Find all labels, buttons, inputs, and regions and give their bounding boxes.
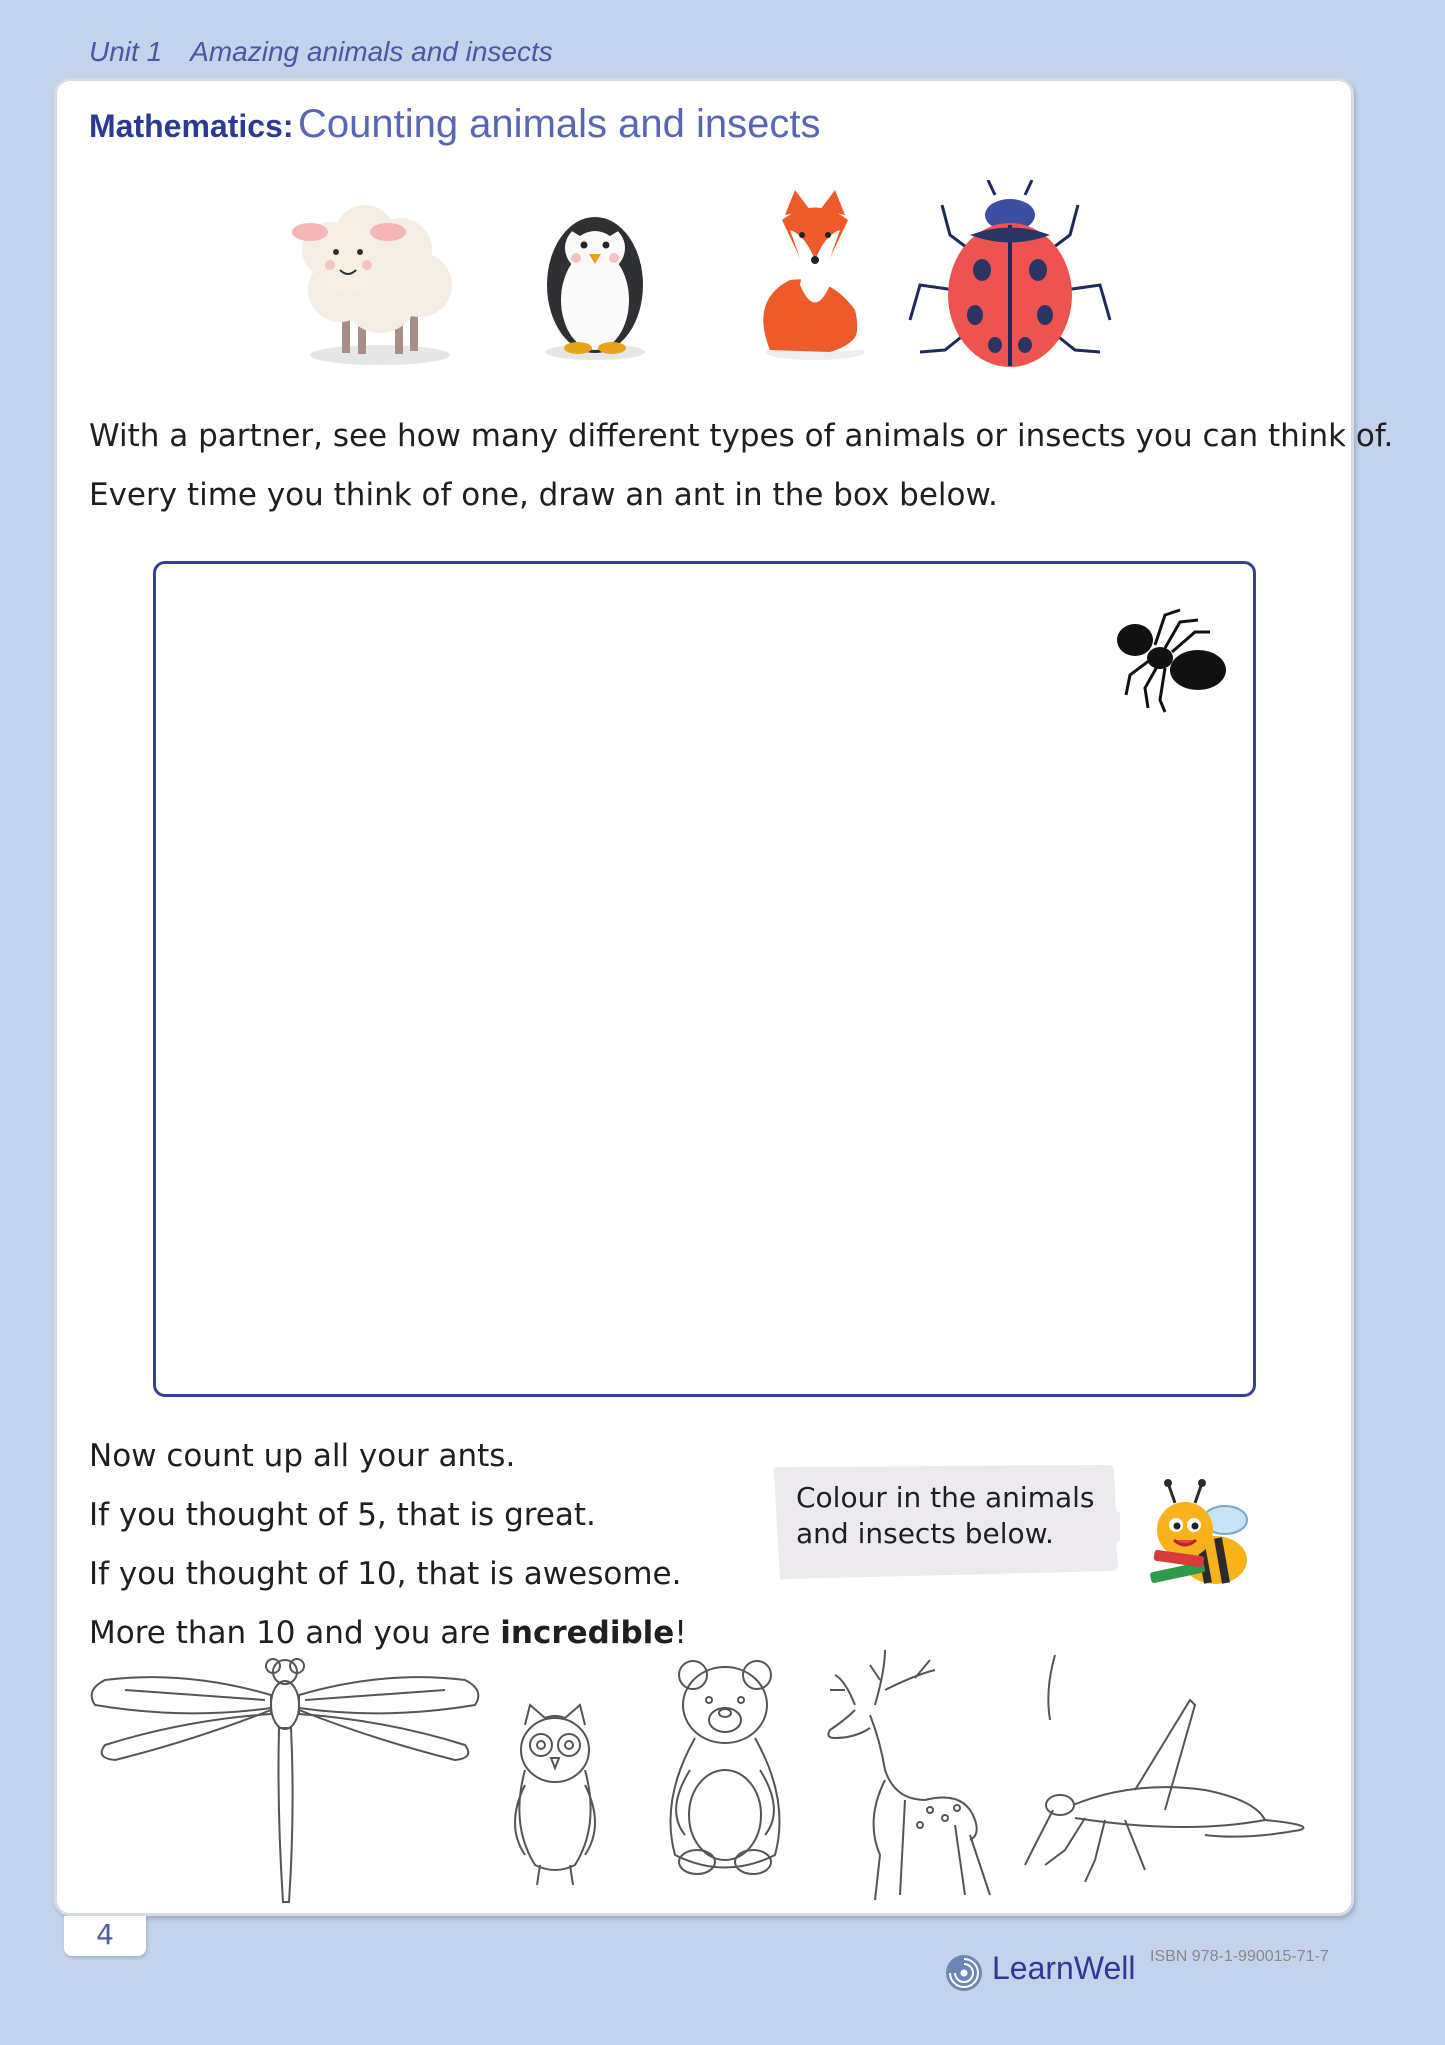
penguin-icon: [545, 217, 645, 360]
incredible-word: incredible: [500, 1615, 675, 1651]
bubble-text: [796, 1480, 1096, 1552]
unit-header: [89, 36, 553, 68]
owl-icon: [515, 1705, 595, 1885]
count-line-4: [89, 1615, 687, 1651]
bubble-line-1: Colour in the animals: [796, 1481, 1095, 1514]
bear-icon: [671, 1661, 780, 1874]
count-line-2: If you thought of 5, that is great.: [89, 1497, 596, 1533]
ant-icon: [1110, 600, 1230, 720]
isbn-number: ISBN 978-1-990015-71-7: [1150, 1948, 1329, 1965]
ant-drawing-box[interactable]: [153, 561, 1256, 1397]
bubble-line-2: and insects below.: [796, 1517, 1054, 1550]
colouring-animals[interactable]: [85, 1650, 1315, 1915]
fox-icon: [763, 190, 865, 360]
page-title: [89, 102, 820, 147]
unit-number: Unit 1: [89, 36, 163, 67]
unit-title: Amazing animals and insects: [190, 36, 553, 67]
topic-title: Counting animals and insects: [297, 102, 821, 146]
instruction-line-1: With a partner, see how many different types of animals or insects you can think of.: [89, 418, 1394, 454]
learnwell-logo-icon: [944, 1953, 984, 1993]
bee-mascot-icon: [1140, 1475, 1260, 1605]
subject-label: Mathematics:: [89, 108, 294, 144]
sheep-icon: [292, 205, 452, 365]
count-line-1: Now count up all your ants.: [89, 1438, 516, 1474]
dragonfly-icon: [92, 1659, 479, 1902]
count-line-3: If you thought of 10, that is awesome.: [89, 1556, 682, 1592]
grasshopper-icon: [1025, 1655, 1303, 1882]
deer-icon: [828, 1650, 990, 1900]
exclamation: !: [674, 1615, 687, 1651]
page-number: 4: [64, 1916, 146, 1956]
count-line-4-text: More than 10 and you are: [89, 1615, 501, 1651]
instruction-line-2: Every time you think of one, draw an ant in the box below.: [89, 477, 998, 513]
ladybug-icon: [910, 180, 1110, 367]
top-animal-illustrations: [270, 180, 1130, 380]
brand-name: LearnWell: [992, 1950, 1136, 1986]
